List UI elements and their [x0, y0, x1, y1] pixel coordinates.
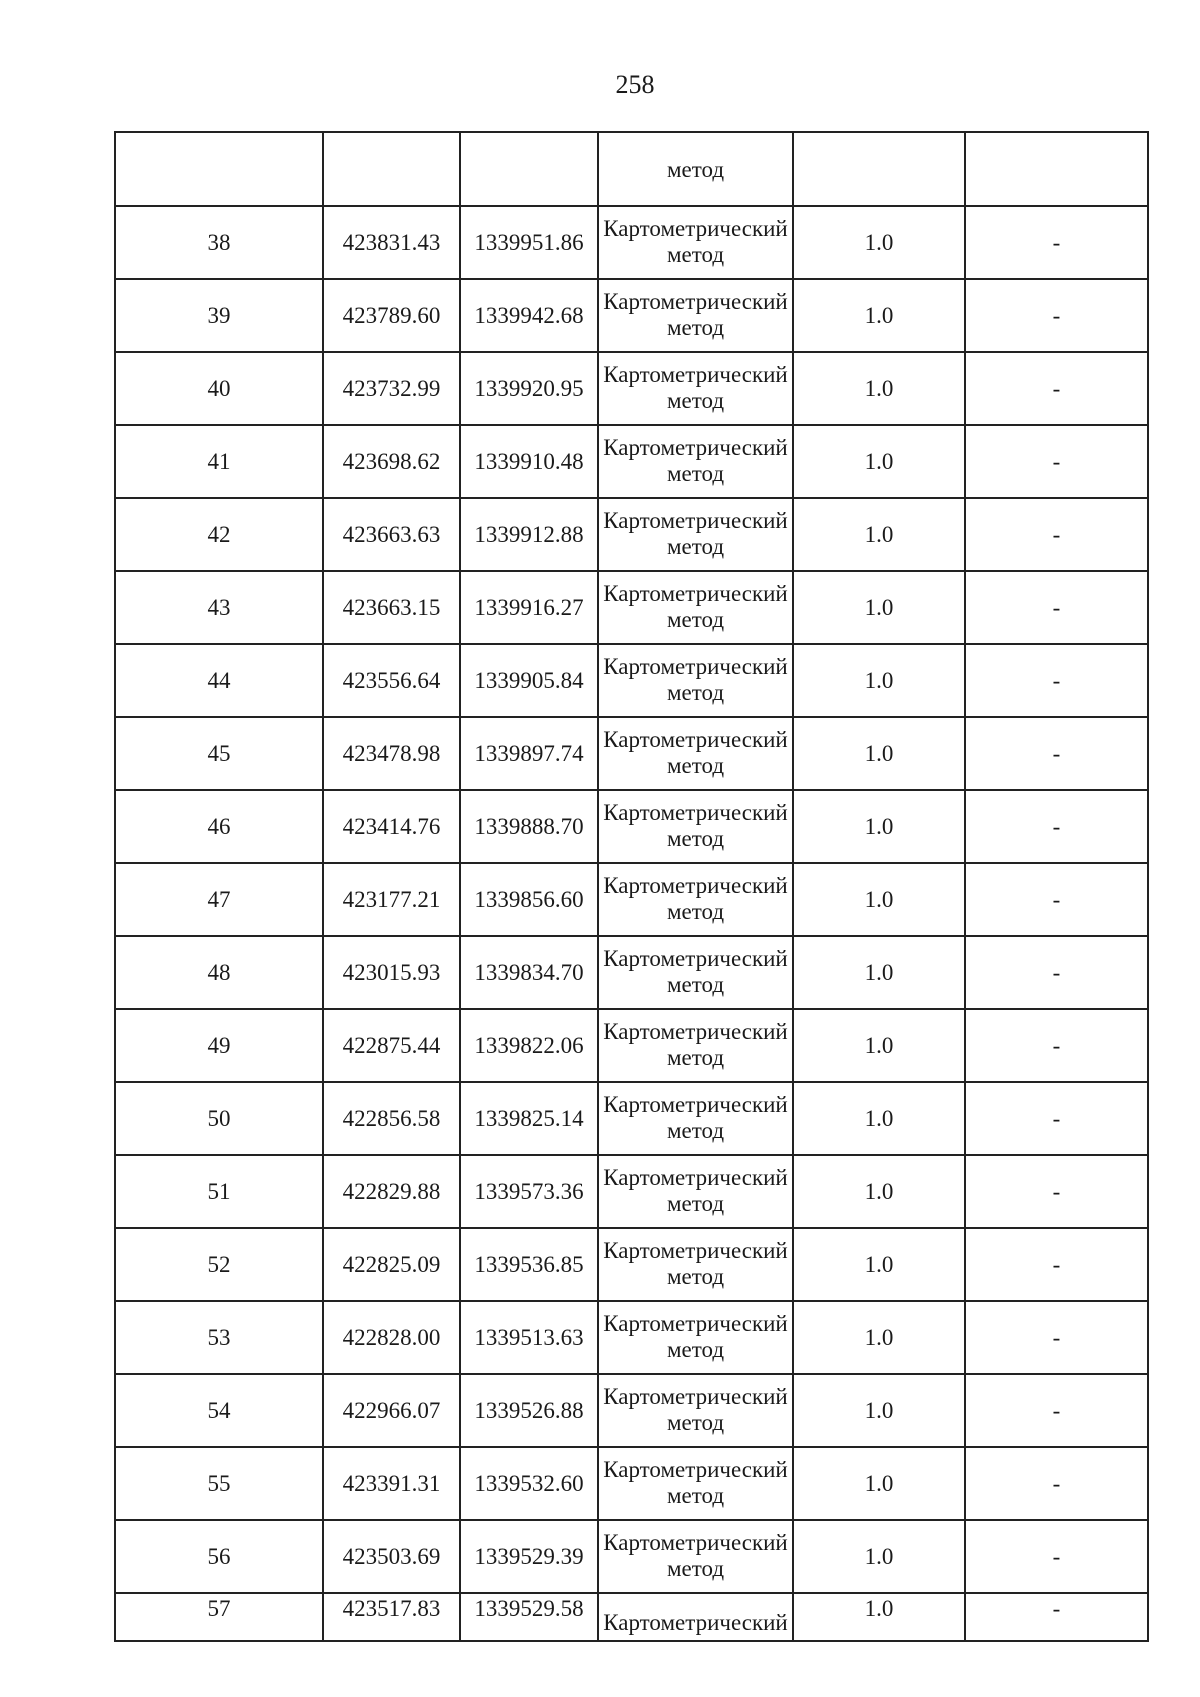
cell-note: [965, 132, 1148, 206]
cell-method: [598, 1228, 793, 1301]
cell-x: 423663.15: [323, 571, 460, 644]
cell-x: 423556.64: [323, 644, 460, 717]
table-row: [115, 206, 1148, 279]
table-row: [115, 1155, 1148, 1228]
cell-note: -: [965, 498, 1148, 571]
cell-y: 1339916.27: [460, 571, 598, 644]
cell-y: 1339822.06: [460, 1009, 598, 1082]
cell-x: 423698.62: [323, 425, 460, 498]
table-row: [115, 1520, 1148, 1593]
cell-note: -: [965, 1301, 1148, 1374]
method-line-1: Картометрический: [603, 1237, 788, 1263]
method-line-2: метод: [666, 1409, 725, 1435]
method-line-1: Картометрический: [603, 434, 788, 460]
cell-y: 1339513.63: [460, 1301, 598, 1374]
method-line-2: метод: [666, 1190, 725, 1216]
cell-accuracy: 1.0: [793, 717, 965, 790]
cell-y: 1339825.14: [460, 1082, 598, 1155]
method-line-1: Картометрический: [603, 507, 788, 533]
table-row: [115, 1374, 1148, 1447]
cell-accuracy: 1.0: [793, 863, 965, 936]
cell-note: -: [965, 936, 1148, 1009]
cell-note: -: [965, 644, 1148, 717]
cell-note: -: [965, 1228, 1148, 1301]
table-row: [115, 279, 1148, 352]
method-line-1: Картометрический: [603, 726, 788, 752]
method-line-2: метод: [666, 1555, 725, 1581]
cell-note: -: [965, 279, 1148, 352]
table-row-last: [115, 1593, 1148, 1641]
cell-note: -: [965, 571, 1148, 644]
cell-x: 422875.44: [323, 1009, 460, 1082]
cell-method: [598, 1155, 793, 1228]
cell-y: 1339905.84: [460, 644, 598, 717]
table-row: [115, 352, 1148, 425]
cell-y: 1339573.36: [460, 1155, 598, 1228]
cell-accuracy: 1.0: [793, 644, 965, 717]
cell-accuracy: 1.0: [793, 790, 965, 863]
cell-num: 50: [115, 1082, 323, 1155]
cell-accuracy: 1.0: [793, 936, 965, 1009]
table-row: [115, 425, 1148, 498]
cell-num: 54: [115, 1374, 323, 1447]
method-line-2: метод: [666, 314, 725, 340]
cell-method: [598, 717, 793, 790]
method-line-2: метод: [666, 825, 725, 851]
table-row: [115, 936, 1148, 1009]
method-line-1: Картометрический: [603, 1091, 788, 1117]
cell-num: 38: [115, 206, 323, 279]
cell-method: [598, 352, 793, 425]
method-line-2: метод: [666, 460, 725, 486]
cell-note: -: [965, 1374, 1148, 1447]
table-row-continuation: [115, 132, 1148, 206]
cell-num: 51: [115, 1155, 323, 1228]
cell-note: -: [965, 717, 1148, 790]
method-line-1: Картометрический: [603, 945, 788, 971]
cell-method: [598, 863, 793, 936]
cell-note: -: [965, 1009, 1148, 1082]
cell-num: 40: [115, 352, 323, 425]
cell-accuracy: 1.0: [793, 206, 965, 279]
cell-accuracy: 1.0: [793, 571, 965, 644]
cell-accuracy: 1.0: [793, 425, 965, 498]
method-line-2: метод: [666, 898, 725, 924]
method-line-1: Картометрический: [603, 653, 788, 679]
cell-note: -: [965, 863, 1148, 936]
cell-x: 423177.21: [323, 863, 460, 936]
cell-num: 46: [115, 790, 323, 863]
cell-y: 1339856.60: [460, 863, 598, 936]
cell-method: [598, 1301, 793, 1374]
cell-num: 39: [115, 279, 323, 352]
cell-note: -: [965, 1447, 1148, 1520]
cell-x: [323, 132, 460, 206]
cell-method: [598, 936, 793, 1009]
method-line-2: метод: [666, 971, 725, 997]
cell-num: 56: [115, 1520, 323, 1593]
method-line-2: метод: [666, 679, 725, 705]
cell-num: 48: [115, 936, 323, 1009]
cell-method: [598, 1447, 793, 1520]
cell-x: 423503.69: [323, 1520, 460, 1593]
table-row: [115, 1301, 1148, 1374]
cell-y: 1339951.86: [460, 206, 598, 279]
cell-x: 422825.09: [323, 1228, 460, 1301]
cell-note: -: [965, 1155, 1148, 1228]
cell-x: 422856.58: [323, 1082, 460, 1155]
cell-x: 423015.93: [323, 936, 460, 1009]
method-line-1: Картометрический: [603, 1529, 788, 1555]
cell-method: [598, 1374, 793, 1447]
table-body: [115, 132, 1148, 1641]
cell-y: 1339912.88: [460, 498, 598, 571]
page-number: 258: [615, 70, 655, 99]
cell-y: 1339529.39: [460, 1520, 598, 1593]
method-line-1: Картометрический: [603, 288, 788, 314]
method-line-1: Картометрический: [603, 1456, 788, 1482]
cell-note: -: [965, 352, 1148, 425]
cell-x: 423663.63: [323, 498, 460, 571]
method-line-1: Картометрический: [603, 872, 788, 898]
cell-y: 1339529.58: [460, 1593, 598, 1641]
method-line-2: метод: [666, 387, 725, 413]
cell-method: [598, 279, 793, 352]
method-line-1: Картометрический: [603, 215, 788, 241]
cell-note: -: [965, 1520, 1148, 1593]
method-line-1: Картометрический: [603, 580, 788, 606]
cell-num: 52: [115, 1228, 323, 1301]
cell-accuracy: 1.0: [793, 352, 965, 425]
cell-method: [598, 1009, 793, 1082]
table-row: [115, 863, 1148, 936]
cell-method: [598, 498, 793, 571]
cell-x: 422966.07: [323, 1374, 460, 1447]
cell-method: [598, 206, 793, 279]
cell-method: [598, 1520, 793, 1593]
table-row: [115, 790, 1148, 863]
method-line-1: Картометрический: [603, 1310, 788, 1336]
method-line-2: метод: [666, 1336, 725, 1362]
cell-note: -: [965, 206, 1148, 279]
table-row: [115, 717, 1148, 790]
cell-x: 423831.43: [323, 206, 460, 279]
cell-note: -: [965, 790, 1148, 863]
cell-accuracy: 1.0: [793, 1082, 965, 1155]
cell-y: 1339897.74: [460, 717, 598, 790]
cell-accuracy: 1.0: [793, 1228, 965, 1301]
cell-y: 1339942.68: [460, 279, 598, 352]
cell-method: [598, 790, 793, 863]
cell-num: 55: [115, 1447, 323, 1520]
cell-num: 43: [115, 571, 323, 644]
method-line-2: метод: [666, 241, 725, 267]
table-row: [115, 644, 1148, 717]
cell-y: [460, 132, 598, 206]
cell-method: [598, 425, 793, 498]
method-line-1: Картометрический: [603, 1164, 788, 1190]
method-line-2: метод: [666, 1482, 725, 1508]
cell-method: [598, 644, 793, 717]
cell-accuracy: 1.0: [793, 279, 965, 352]
cell-accuracy: 1.0: [793, 1301, 965, 1374]
table-row: [115, 498, 1148, 571]
cell-note: -: [965, 1593, 1148, 1641]
table-row: [115, 571, 1148, 644]
cell-x: 422829.88: [323, 1155, 460, 1228]
method-line-2: метод: [666, 533, 725, 559]
cell-x: 423478.98: [323, 717, 460, 790]
cell-num: 41: [115, 425, 323, 498]
cell-num: [115, 132, 323, 206]
method-line-1: Картометрический: [603, 361, 788, 387]
cell-y: 1339910.48: [460, 425, 598, 498]
cell-accuracy: 1.0: [793, 498, 965, 571]
method-line-1: Картометрический: [603, 1383, 788, 1409]
method-line-2: метод: [666, 752, 725, 778]
cell-method: метод: [598, 132, 793, 206]
table-row: [115, 1228, 1148, 1301]
cell-y: 1339536.85: [460, 1228, 598, 1301]
table-row: [115, 1082, 1148, 1155]
cell-accuracy: 1.0: [793, 1374, 965, 1447]
method-line-2: метод: [666, 1044, 725, 1070]
cell-y: 1339888.70: [460, 790, 598, 863]
cell-method: [598, 1082, 793, 1155]
cell-y: 1339834.70: [460, 936, 598, 1009]
cell-y: 1339526.88: [460, 1374, 598, 1447]
cell-x: 423732.99: [323, 352, 460, 425]
cell-num: 49: [115, 1009, 323, 1082]
cell-method: [598, 571, 793, 644]
coordinates-table: [114, 131, 1149, 1642]
cell-num: 45: [115, 717, 323, 790]
cell-note: -: [965, 425, 1148, 498]
method-line-1: Картометрический: [603, 1018, 788, 1044]
cell-accuracy: 1.0: [793, 1593, 965, 1641]
cell-method: Картометрический: [598, 1593, 793, 1641]
cell-num: 57: [115, 1593, 323, 1641]
cell-x: 422828.00: [323, 1301, 460, 1374]
cell-num: 53: [115, 1301, 323, 1374]
cell-x: 423517.83: [323, 1593, 460, 1641]
cell-y: 1339920.95: [460, 352, 598, 425]
table-row: [115, 1009, 1148, 1082]
cell-x: 423391.31: [323, 1447, 460, 1520]
cell-x: 423789.60: [323, 279, 460, 352]
cell-x: 423414.76: [323, 790, 460, 863]
method-line-2: метод: [666, 1117, 725, 1143]
cell-accuracy: 1.0: [793, 1447, 965, 1520]
method-line-2: метод: [666, 606, 725, 632]
method-line-2: метод: [666, 1263, 725, 1289]
cell-num: 44: [115, 644, 323, 717]
cell-accuracy: 1.0: [793, 1520, 965, 1593]
cell-num: 42: [115, 498, 323, 571]
cell-note: -: [965, 1082, 1148, 1155]
cell-accuracy: 1.0: [793, 1009, 965, 1082]
cell-y: 1339532.60: [460, 1447, 598, 1520]
cell-accuracy: 1.0: [793, 1155, 965, 1228]
cell-accuracy: [793, 132, 965, 206]
method-line-1: Картометрический: [603, 799, 788, 825]
table-row: [115, 1447, 1148, 1520]
cell-num: 47: [115, 863, 323, 936]
